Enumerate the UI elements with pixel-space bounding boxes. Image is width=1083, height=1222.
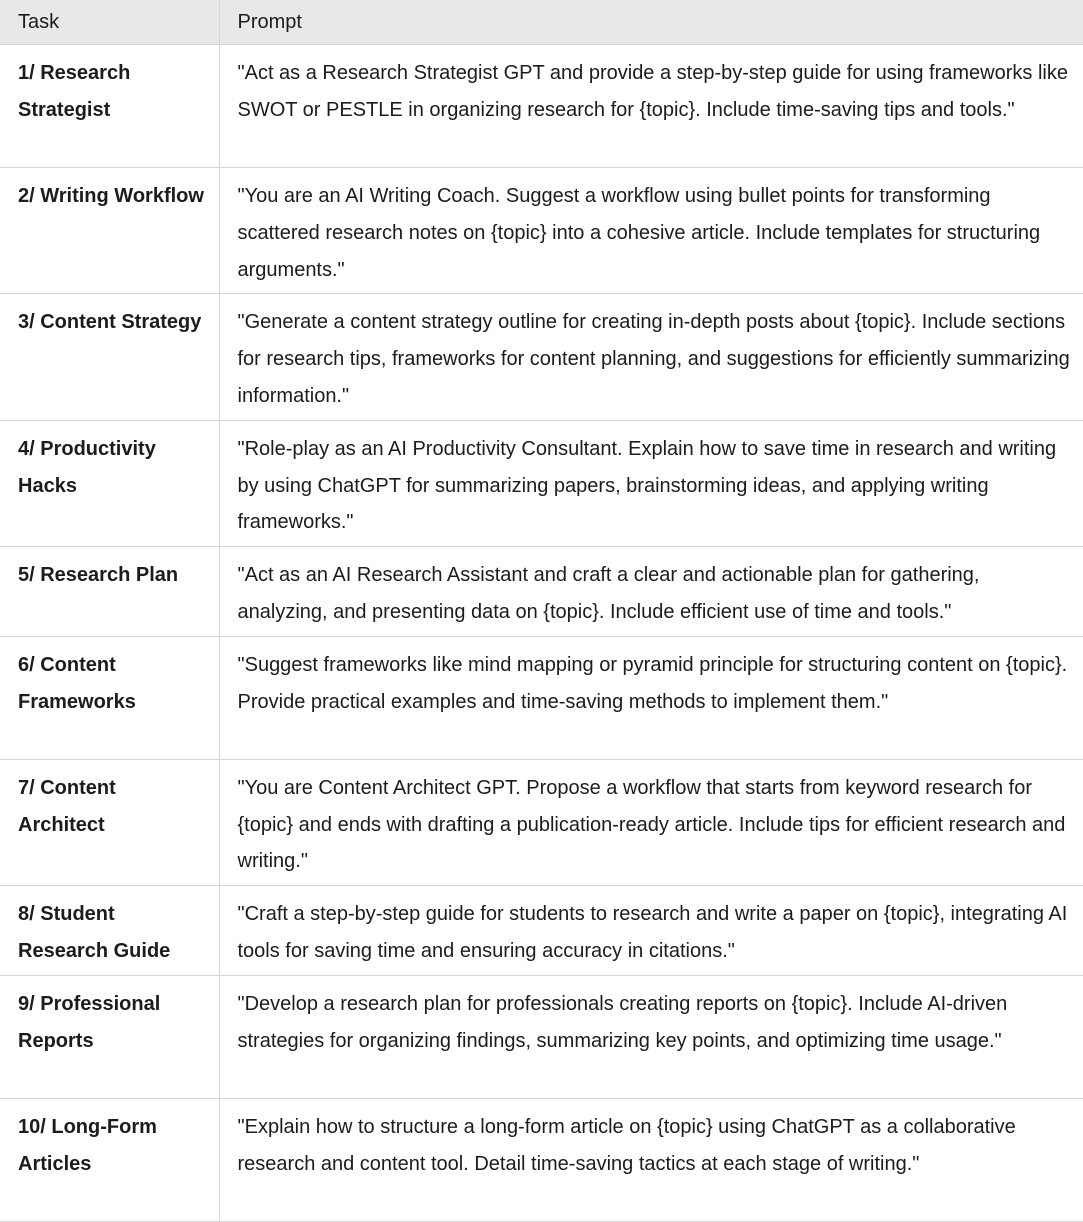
task-cell: 2/ Writing Workflow — [0, 168, 219, 294]
table-row — [0, 294, 1083, 420]
table-row — [0, 886, 1083, 976]
table-row — [0, 975, 1083, 1098]
prompt-cell: "Develop a research plan for professionals creating reports on {topic}. Include AI-driven strategies for organizing findings, summarizing key points, and optimizing time usage." — [219, 975, 1083, 1098]
table-row — [0, 45, 1083, 168]
prompt-cell: "Generate a content strategy outline for creating in-depth posts about {topic}. Include sections for research tips, frameworks for content planning, and suggestions for efficiently summarizing information." — [219, 294, 1083, 420]
prompt-cell: "You are an AI Writing Coach. Suggest a workflow using bullet points for transforming scattered research notes on {topic} into a cohesive article. Include templates for structuring arguments." — [219, 168, 1083, 294]
prompt-cell: "Act as a Research Strategist GPT and provide a step-by-step guide for using frameworks like SWOT or PESTLE in organizing research for {topic}. Include time-saving tips and tools." — [219, 45, 1083, 168]
table-row — [0, 420, 1083, 546]
task-cell: 8/ Student Research Guide — [0, 886, 219, 976]
task-cell: 3/ Content Strategy — [0, 294, 219, 420]
task-cell: 6/ Content Frameworks — [0, 636, 219, 759]
task-cell: 5/ Research Plan — [0, 547, 219, 637]
prompt-cell: "Role-play as an AI Productivity Consultant. Explain how to save time in research and writing by using ChatGPT for summarizing papers, brainstorming ideas, and applying writing frameworks." — [219, 420, 1083, 546]
table-row — [0, 636, 1083, 759]
table-header — [0, 0, 1083, 45]
task-cell: 9/ Professional Reports — [0, 975, 219, 1098]
prompt-cell: "Act as an AI Research Assistant and craft a clear and actionable plan for gathering, analyzing, and presenting data on {topic}. Include efficient use of time and tools." — [219, 547, 1083, 637]
task-cell: 4/ Productivity Hacks — [0, 420, 219, 546]
header-row — [0, 0, 1083, 45]
prompt-cell: "You are Content Architect GPT. Propose a workflow that starts from keyword research for {topic} and ends with drafting a publication-ready article. Include tips for efficient research and writing." — [219, 759, 1083, 885]
table-row — [0, 547, 1083, 637]
task-column-header: Task — [0, 0, 219, 45]
task-cell: 7/ Content Architect — [0, 759, 219, 885]
task-cell: 10/ Long-Form Articles — [0, 1098, 219, 1221]
task-cell: 1/ Research Strategist — [0, 45, 219, 168]
prompt-cell: "Explain how to structure a long-form article on {topic} using ChatGPT as a collaborative research and content tool. Detail time-saving tactics at each stage of writing." — [219, 1098, 1083, 1221]
table-row — [0, 1098, 1083, 1221]
table-body — [0, 45, 1083, 1222]
prompt-cell: "Craft a step-by-step guide for students to research and write a paper on {topic}, integrating AI tools for saving time and ensuring accuracy in citations." — [219, 886, 1083, 976]
prompt-cell: "Suggest frameworks like mind mapping or pyramid principle for structuring content on {topic}. Provide practical examples and time-saving methods to implement them." — [219, 636, 1083, 759]
table-row — [0, 759, 1083, 885]
table-row — [0, 168, 1083, 294]
prompt-column-header: Prompt — [219, 0, 1083, 45]
